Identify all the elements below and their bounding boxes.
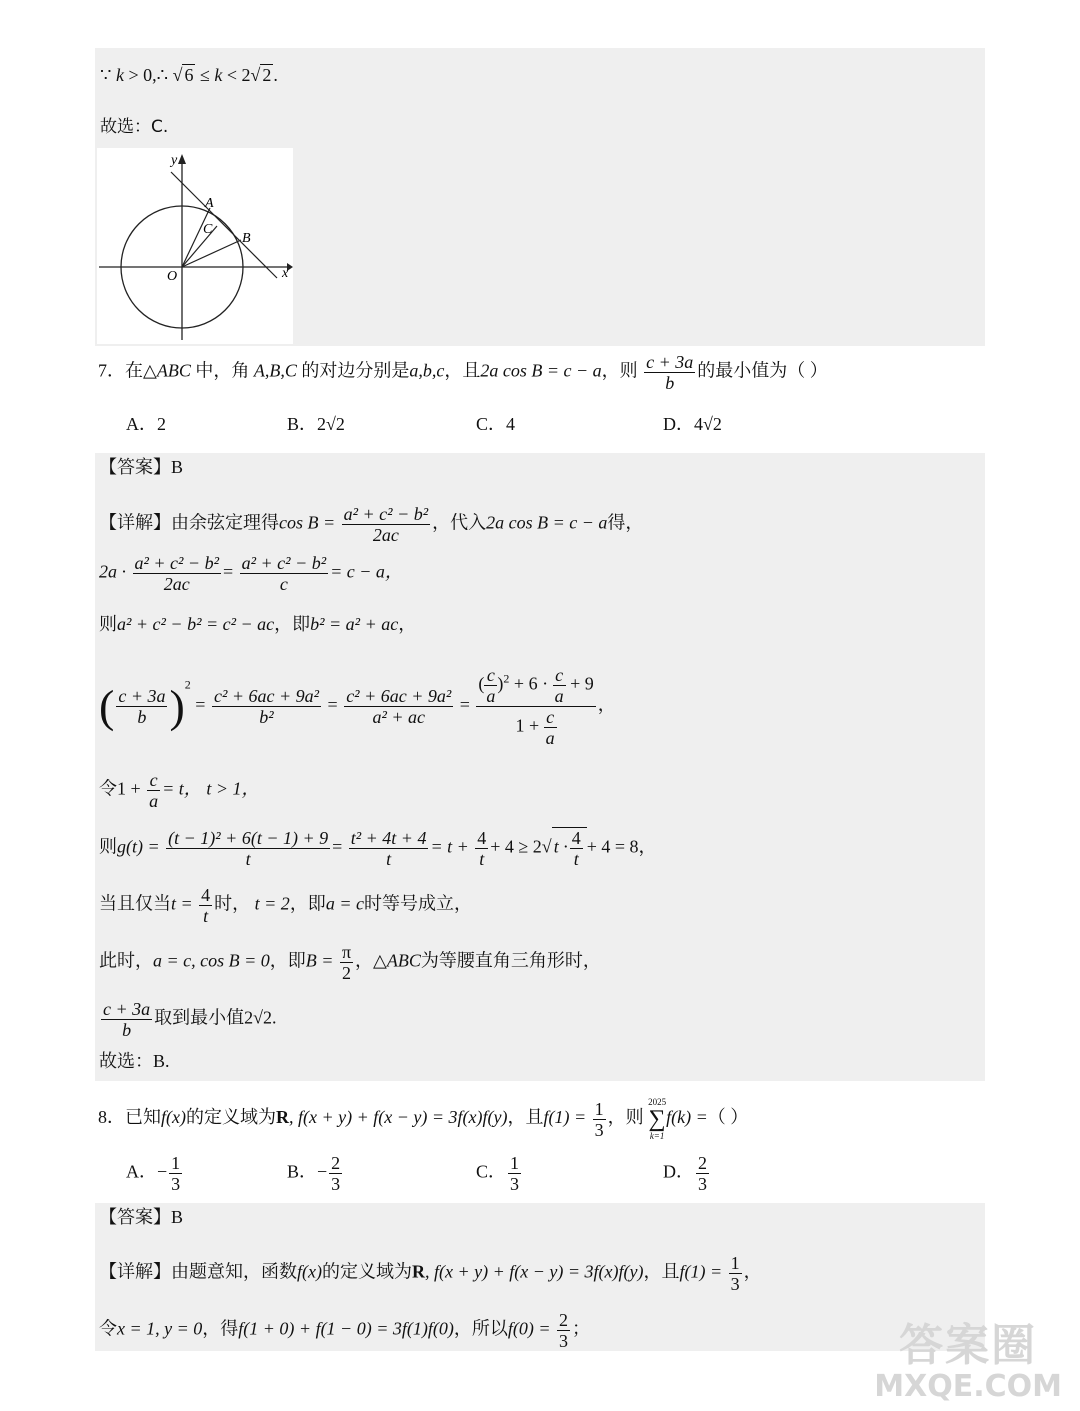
- q7-detail-line-6: 则g(t) = $\frac{\text{(t − 1)² + 6(t − 1) + 9}}{t}$ = $\frac{\text{t² + 4t + 4}}{t}$ = t + $\frac{4}{t}$ + 4 ≥ 2√ t · $\frac{4}{t}$ + 4 = 8，: [99, 828, 657, 869]
- q7-detail-line-2: 2a · $\frac{\text{a² + c² − b²}}{2ac}$ = $\frac{\text{a² + c² − b²}}{c}$ = c − a，: [99, 553, 403, 594]
- watermark-logo: 答案圈 MXQE.COM: [874, 1320, 1062, 1404]
- q8-stem: 8．已知f(x)的定义域为R, f(x + y) + f(x − y) = 3f(x)f(y)，且f(1) = $\frac{1}{3}$ ，则 2025 ∑ k=1 f(k) =（ ）: [98, 1097, 749, 1141]
- q7-option-b[interactable]: B．2√2: [287, 414, 345, 434]
- q8-detail-line-1: 【详解】由题意知，函数f(x)的定义域为R, f(x + y) + f(x − y) = 3f(x)f(y)，且f(1) = $\frac{1}{3}$ ，: [99, 1253, 762, 1294]
- point-a-label: A: [205, 196, 214, 211]
- q7-detail-line-8: 此时，a = c, cos B = 0，即B = $\frac{\pi}{2}$ ，△ABC为等腰直角三角形时，: [99, 942, 601, 983]
- q8-option-d[interactable]: D． $\frac{2}{3}$: [663, 1153, 707, 1194]
- q6-conclusion-line: ∵ k > 0,∴ √ 6 ≤ k < 2√ 2 .: [100, 65, 278, 85]
- q7-detail-line-3: 则a² + c² − b² = c² − ac，即b² = a² + ac，: [99, 614, 417, 634]
- q7-option-a[interactable]: A．2: [126, 414, 166, 434]
- q7-fraction: $\frac{c + 3a}{b}$: [646, 352, 694, 393]
- q7-answer: 【答案】B: [99, 457, 184, 477]
- q7-detail-line-1: 【详解】由余弦定理得cos B = $\frac{\text{a² + c² − b²}}{2ac}$ ，代入2a cos B = c − a得，: [99, 504, 644, 545]
- q8-answer: 【答案】B: [99, 1207, 184, 1227]
- axis-x-label: x: [282, 266, 289, 281]
- point-c-label: C: [203, 222, 213, 237]
- circle-figure: [97, 148, 293, 344]
- origin-label: O: [167, 269, 178, 284]
- q7-detail-line-9: $\frac{c + 3a}{b}$ 取到最小值2√2.: [103, 999, 277, 1040]
- q7-detail-line-7: 当且仅当t = $\frac{4}{t}$ 时， t = 2，即a = c时等号成立，: [99, 885, 472, 926]
- q8-option-c[interactable]: C． $\frac{1}{3}$: [476, 1153, 520, 1194]
- sum-symbol: 2025 ∑ k=1: [648, 1097, 667, 1141]
- q7-detail-line-4: ( $\frac{c + 3a}{b}$ )$^2$ = $\frac{\text{c² + 6ac + 9a²}}{\text{b²}}$ = $\frac{\text{c² + 6ac + 9a²}}{\text{a² + ac}}$ = ( $\frac{c}{a}$ )$^2$ + 6 · $\frac{c}{a}$ + 9 1 + $\frac{c}{a}$ ，: [99, 665, 616, 748]
- q6-choice: 故选：C.: [100, 117, 169, 137]
- point-b-label: B: [242, 231, 251, 246]
- q7-stem: 7．在△ABC 中，角 A,B,C 的对边分别是a,b,c，且2a cos B = c − a，则 $\frac{c + 3a}{b}$ 的最小值为（ ）: [98, 352, 828, 393]
- axis-y-label: y: [171, 153, 178, 168]
- q7-option-d[interactable]: D．4√2: [663, 414, 722, 434]
- q7-detail-line-5: 令1 + $\frac{c}{a}$ = t， t > 1，: [99, 770, 260, 811]
- q7-choice: 故选：B.: [99, 1051, 170, 1071]
- solution-block-q7: [95, 453, 985, 1081]
- q8-option-b[interactable]: B．− $\frac{2}{3}$: [287, 1153, 341, 1194]
- q8-detail-line-2: 令x = 1, y = 0，得f(1 + 0) + f(1 − 0) = 3f(1)f(0)，所以f(0) = $\frac{2}{3}$ ；: [99, 1310, 590, 1351]
- q7-option-c[interactable]: C．4: [476, 414, 516, 434]
- q8-option-a[interactable]: A．− $\frac{1}{3}$: [126, 1153, 181, 1194]
